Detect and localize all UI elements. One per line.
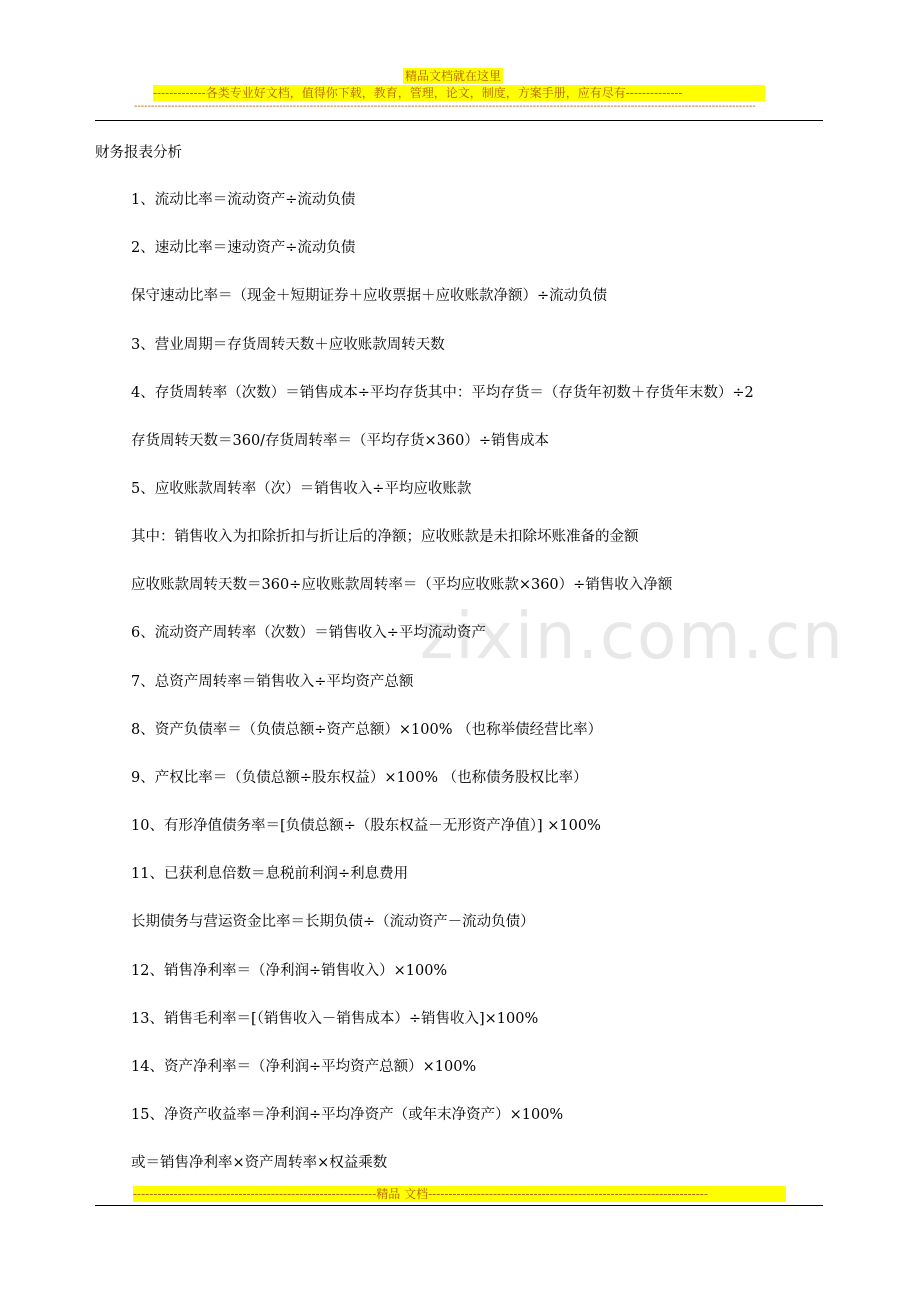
formula-line: 2、速动比率＝速动资产÷流动负债: [131, 240, 356, 256]
formula-line: 6、流动资产周转率（次数）＝销售收入÷平均流动资产: [131, 625, 486, 641]
formula-line: 15、净资产收益率＝净利润÷平均净资产（或年末净资产）×100%: [131, 1107, 564, 1123]
formula-line: 或＝销售净利率×资产周转率×权益乘数: [131, 1155, 388, 1171]
formula-line: 10、有形净值债务率＝[负债总额÷（股东权益－无形资产净值）] ×100%: [131, 818, 601, 834]
formula-line: 12、销售净利率＝（净利润÷销售收入）×100%: [131, 963, 448, 979]
header-subtitle: -------------各类专业好文档，值得你下载，教育，管理，论文，制度，方案手册，应有尽有--------------: [153, 85, 765, 101]
formula-line: 4、存货周转率（次数）＝销售成本÷平均存货其中：平均存货＝（存货年初数＋存货年末数）÷2: [131, 385, 754, 401]
formula-line: 长期债务与营运资金比率＝长期负债÷（流动资产－流动负债）: [131, 914, 535, 930]
header-title: 精品文档就在这里: [405, 69, 502, 83]
formula-line: 1、流动比率＝流动资产÷流动负债: [131, 192, 356, 208]
formula-line: 9、产权比率＝（负债总额÷股东权益）×100% （也称债务股权比率）: [131, 770, 588, 786]
formula-line: 8、资产负债率＝（负债总额÷资产总额）×100% （也称举债经营比率）: [131, 722, 603, 738]
formula-line: 应收账款周转天数＝360÷应收账款周转率＝（平均应收账款×360）÷销售收入净额: [131, 577, 673, 593]
header-rule: [95, 120, 823, 121]
formula-line: 7、总资产周转率＝销售收入÷平均资产总额: [131, 674, 414, 690]
footer-rule: [95, 1205, 823, 1206]
formula-line: 3、营业周期＝存货周转天数＋应收账款周转天数: [131, 337, 445, 353]
formula-line: 存货周转天数＝360/存货周转率＝（平均存货×360）÷销售成本: [131, 433, 550, 449]
formula-line: 13、销售毛利率＝[（销售收入－销售成本）÷销售收入]×100%: [131, 1011, 539, 1027]
formula-line: 5、应收账款周转率（次）＝销售收入÷平均应收账款: [131, 481, 472, 497]
formula-line: 11、已获利息倍数＝息税前利润÷利息费用: [131, 866, 409, 882]
formula-line: 14、资产净利率＝（净利润÷平均资产总额）×100%: [131, 1059, 477, 1075]
document-title: 财务报表分析: [95, 145, 182, 161]
header-dash-line: ----------------------------------------------------------------------------------------------------------------------------------------------------------------------------------------: [134, 101, 756, 112]
formula-line: 其中：销售收入为扣除折扣与折让后的净额；应收账款是未扣除坏账准备的金额: [131, 529, 639, 545]
footer-banner: ------------------------------------------------------------精品 文档---------------------------------------------------------------------: [133, 1186, 786, 1202]
watermark: zixin.com.cn: [420, 600, 845, 674]
formula-line: 保守速动比率＝（现金＋短期证券＋应收票据＋应收账款净额）÷流动负债: [131, 288, 608, 304]
